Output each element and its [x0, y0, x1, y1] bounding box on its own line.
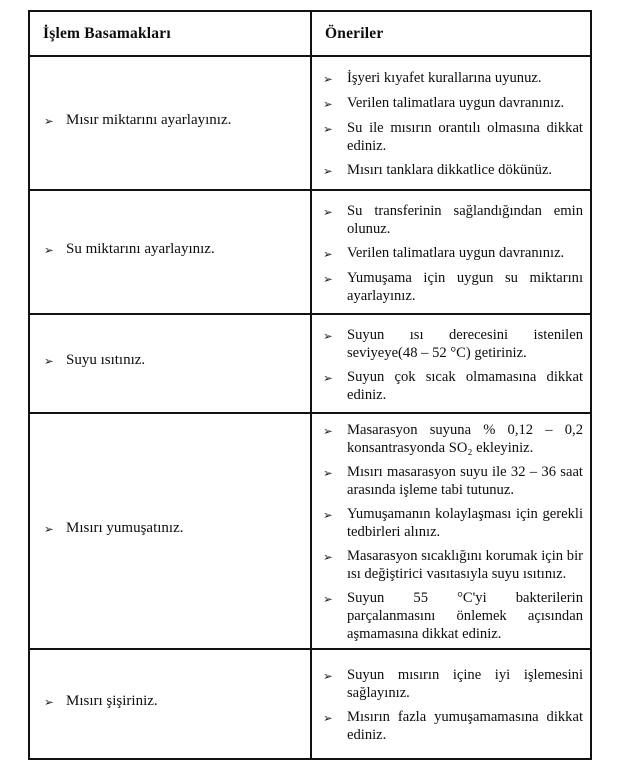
arrow-bullet-icon: ➢	[323, 96, 333, 111]
suggestion-text: Suyun ısı derecesini istenilen seviyeye(48 – 52 °C) getiriniz.	[347, 326, 583, 361]
suggestion-text: Su transferinin sağlandığından emin olunuz.	[347, 202, 583, 237]
step-text: Mısırı şişiriniz.	[66, 692, 158, 709]
arrow-bullet-icon: ➢	[323, 466, 333, 480]
list-item	[323, 94, 583, 113]
suggestion-text: Verilen talimatlara uygun davranınız.	[347, 94, 565, 111]
suggestion-text: Verilen talimatlara uygun davranınız.	[347, 244, 565, 261]
step-text: Mısır miktarını ayarlayınız.	[66, 111, 232, 128]
list-item	[323, 161, 583, 180]
arrow-bullet-icon: ➢	[44, 242, 54, 257]
step-cell	[29, 649, 311, 759]
arrow-bullet-icon: ➢	[44, 694, 54, 709]
arrow-bullet-icon: ➢	[44, 354, 54, 368]
table-row	[29, 649, 591, 759]
list-item	[323, 269, 583, 305]
step-text: Mısırı yumuşatınız.	[66, 519, 184, 536]
list-item	[323, 326, 583, 362]
list-item	[323, 589, 583, 643]
header-steps: İşlem Basamakları	[29, 11, 311, 56]
arrow-bullet-icon: ➢	[44, 521, 54, 536]
table-row	[29, 56, 591, 190]
list-item	[323, 421, 583, 457]
header-suggestions: Öneriler	[311, 11, 591, 56]
suggestions-cell	[311, 649, 591, 759]
process-steps-table	[28, 10, 592, 760]
step-text: Suyu ısıtınız.	[66, 352, 146, 368]
list-item	[323, 505, 583, 541]
table-row	[29, 413, 591, 649]
step-text: Su miktarını ayarlayınız.	[66, 240, 215, 257]
arrow-bullet-icon: ➢	[44, 113, 54, 128]
suggestion-text: Yumuşama için uygun su miktarını ayarlayınız.	[347, 269, 583, 304]
list-item	[323, 368, 583, 404]
suggestion-text: Mısırı masarasyon suyu ile 32 – 36 saat arasında işleme tabi tutunuz.	[347, 464, 583, 498]
arrow-bullet-icon: ➢	[323, 424, 333, 438]
list-item	[323, 69, 583, 88]
list-item	[323, 708, 583, 744]
header-row	[29, 11, 591, 56]
arrow-bullet-icon: ➢	[323, 508, 333, 522]
arrow-bullet-icon: ➢	[323, 328, 333, 343]
arrow-bullet-icon: ➢	[323, 163, 333, 178]
suggestion-text: Masarasyon sıcaklığını korumak için bir ısı değiştirici vasıtasıyla suyu ısıtınız.	[347, 548, 583, 582]
arrow-bullet-icon: ➢	[323, 669, 333, 683]
step-cell	[29, 190, 311, 314]
suggestion-text: Suyun çok sıcak olmamasına dikkat ediniz.	[347, 368, 583, 403]
suggestion-text: Su ile mısırın orantılı olmasına dikkat ediniz.	[347, 119, 583, 154]
arrow-bullet-icon: ➢	[323, 592, 333, 606]
arrow-bullet-icon: ➢	[323, 246, 333, 261]
suggestion-text: Suyun mısırın içine iyi işlemesini sağlayınız.	[347, 667, 583, 701]
arrow-bullet-icon: ➢	[323, 550, 333, 564]
arrow-bullet-icon: ➢	[323, 121, 333, 136]
arrow-bullet-icon: ➢	[323, 204, 333, 219]
suggestions-cell	[311, 56, 591, 190]
arrow-bullet-icon: ➢	[323, 271, 333, 286]
suggestions-cell	[311, 190, 591, 314]
suggestion-text: Suyun 55 °C'yi bakterilerin parçalanmasını önlemek açısından aşmamasına dikkat ediniz.	[347, 590, 583, 642]
suggestion-text: Masarasyon suyuna % 0,12 – 0,2 konsantrasyonda SO₂ ekleyiniz.	[347, 422, 583, 456]
suggestion-text: Mısırı tanklara dikkatlice dökünüz.	[347, 161, 553, 178]
list-item	[323, 119, 583, 155]
suggestion-text: İşyeri kıyafet kurallarına uyunuz.	[347, 69, 542, 86]
table-row	[29, 314, 591, 413]
table-row	[29, 190, 591, 314]
list-item	[323, 666, 583, 702]
list-item	[323, 547, 583, 583]
list-item	[323, 463, 583, 499]
list-item	[323, 202, 583, 238]
list-item	[323, 244, 583, 263]
arrow-bullet-icon: ➢	[323, 370, 333, 385]
arrow-bullet-icon: ➢	[323, 71, 333, 86]
suggestions-cell	[311, 314, 591, 413]
step-cell	[29, 56, 311, 190]
step-cell	[29, 413, 311, 649]
arrow-bullet-icon: ➢	[323, 711, 333, 725]
suggestion-text: Yumuşamanın kolaylaşması için gerekli tedbirleri alınız.	[347, 506, 583, 540]
step-cell	[29, 314, 311, 413]
suggestion-text: Mısırın fazla yumuşamamasına dikkat ediniz.	[347, 709, 583, 743]
suggestions-cell	[311, 413, 591, 649]
